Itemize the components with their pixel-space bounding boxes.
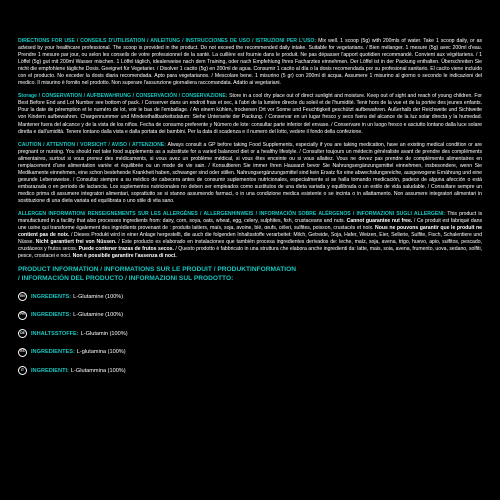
storage-text: Store in a cool dry place out of direct sunlight and moisture. Keep out of sight and reach of young children. For Best Before End and Lot Number see bottom of pack. / Conserver dans un endroit frais et sec, à l'abri de la lumière directe du soleil et de l'humidité. Tenir hors de la vue et de la portée des jeunes enfants. Pour la date de péremption et le numéro de lot, voir le bas de l'emballage. / An einem kühlen, trockenen Ort vor Sonne und Feuchtigkeit geschützt aufbewahren. Außerhalb der Reichweite und Sichtweite von Kindern aufbewahren. Chargennummer und Mindesthaltbarkeitsdatum: Siehe Unterseite der Packung. / Conservar en un lugar fresco y seco fuera del alcance de la luz solar directa y la humedad. Mantener fuera del alcance y de la vista de los niños. Fecha de consumo preferente y Número de lote: consultar parte inferior del envase. / Conservare in un luogo fresco e asciutto lontano dalla luce solare diretta e dall'umidità. Tenere lontano dalla vista e dalla portata dei bambini. Per la data di scadenza e il numero del lotto, vedere il fondo della confezione. xyxy=(18,93,482,135)
allergen-text-de: / Dieses Produkt wird in einer Anlage hergestellt, die auch die folgenden Inhaltsstoffe verarbeitet: Milch, Getreide, Soja, Hafer, Weizen, Eier, Sellerie, Sulfite, Fisch, Schalentiere und Nüsse. xyxy=(18,232,482,246)
directions-section xyxy=(18,38,482,87)
allergen-warning-it: Non è possibile garantire l'assenza di noci. xyxy=(72,253,177,260)
ingredient-row-es xyxy=(18,347,482,357)
allergen-heading: ALLERGEN INFORMATION/ RENSEIGNEMENTS SUR LES ALLERGÈNES / ALLERGENHINWEIS / INFORMACIÓN SOBRE ALÉRGENOS / INFORMAZIONI SUGLI ALLERGENI: xyxy=(18,211,446,218)
ingredient-label: INGREDIENTS: xyxy=(31,312,72,319)
ingredient-label: INGREDIENTI: xyxy=(31,367,69,374)
directions-heading: DIRECTIONS FOR USE / CONSEILS D'UTILISATION / ANLEITUNG / INSTRUCCIONES DE USO / ISTRUZIONI PER L'USO: xyxy=(18,38,317,44)
allergen-text-en: This product is manufactured in a facility that also processes ingredients from: dairy, corn, soya, oats, wheat, egg, celery, sulphites, fish, crustaceans and nuts. xyxy=(18,211,483,225)
caution-heading: CAUTION / ATTENTION / VORSICHT / AVISO / ATTENZIONE: xyxy=(18,141,166,148)
allergen-warning-fr: Nous ne pouvons garantir que le produit ne contient pas de noix. xyxy=(18,225,482,239)
product-info-title xyxy=(18,266,482,283)
product-info-title-line2: / INFORMACIÓN DEL PRODUCTO / INFORMAZIONI SUL PRODOTTO: xyxy=(18,274,234,282)
ingredient-row-fr xyxy=(18,310,482,320)
fr-flag-icon: FR xyxy=(18,311,27,320)
product-info-title-line1: PRODUCT INFORMATION / INFORMATIONS SUR LE PRODUIT / PRODUKTINFORMATION xyxy=(18,266,297,274)
storage-heading: Storage / CONSERVATION / AUFBEWAHRUNG / CONSERVACIÓN / CONSERVAZIONE: xyxy=(18,93,228,100)
es-flag-icon: ES xyxy=(18,348,27,357)
ingredient-value: L-Glutamine (100%) xyxy=(73,293,124,300)
allergen-text-it: / Questo prodotto è fabbricato in una struttura che elabora anche ingredienti da: latte, mais, soia, avena, frumento, uova, sedano, solfiti, pesce, crostacei e noci. xyxy=(18,246,482,260)
caution-text: Always consult a GP before taking Food Supplements, especially if you are taking medication, have an existing medical condition or are pregnant or nursing. You should not take food supplements as a substitute for a varied balanced diet or a healthy lifestyle. / Consulter toujours un médecin généraliste avant de prendre des compléments alimentaires, surtout si vous prenez des médicaments, si vous avez un problème médical, si vous êtes enceinte ou si vous allaitez. Vous ne devez pas prendre de compléments alimentaires en remplacement d'une alimentation variée et équilibrée ou un mode de vie sain. / Konsultieren Sie immer Ihren Hausarzt bevor Sie Nahrungsergänzungsmittel einnehmen, insbesondere, wenn Sie Medikamente einnehmen, eine schon bestehende Krankheit haben, schwanger sind oder stillen. Nahrungsergänzungsmittel sind kein Ersatz für eine abwechslungsreiche, ausgewogene Ernährung und eine gesunde Lebensweise. / Consultar siempre a su médico de cabecera antes de consumir suplementos nutricionales, especialmente si se halla tomando medicación, padece de alguna afección o está embarazada o en periodo de lactancia. Los suplementos nutricionales no deben ser empleados como sustitutos de una dieta variada y equilibrada o un estilo de vida saludable. / Consultare sempre un medico prima di assumere integratori alimentari, soprattutto se si stanno assumendo farmaci, o in una condizione medica esistente o se incinta o in allattamento. Non assumere integratori alimentari in sostituzione di una dieta variata ed equilibrata o uno stile di vita sano. xyxy=(18,141,482,204)
caution-section xyxy=(18,142,482,205)
allergen-section xyxy=(18,211,482,260)
ingredient-row-en xyxy=(18,292,482,302)
ingredient-label: INGREDIENTS: xyxy=(31,293,72,300)
en-flag-icon: EN xyxy=(18,292,27,301)
ingredient-value: L-Glutamin (100%) xyxy=(80,330,128,337)
ingredient-value: L-Glutammina (100%) xyxy=(70,367,126,374)
ingredients-list xyxy=(18,292,482,376)
ingredient-value: L-glutamina (100%) xyxy=(76,349,126,356)
storage-section xyxy=(18,93,482,135)
allergen-text-es: / Este producto es elaborado en instalaciones que también procesa ingredientes derivados de: leche, maíz, soja, avena, trigo, huevo, apio, sulfitos, pescado, crustáceos y frutos secos. xyxy=(18,239,482,253)
allergen-warning-de: Nicht garantiert frei von Nüssen. xyxy=(35,239,117,246)
de-flag-icon: DE xyxy=(18,329,27,338)
directions-text: Mix well. 1 scoop (5g) with 200mls of water. Take 1 scoop daily, or as advised by your healthcare professional. The scoop is provided in the product. Do not exceed the recommended daily intake. Suitable for vegetarians. / Bien mélanger. 1 mesure (5g) avec 200ml d'eau. Prendre 1 mesure par jour, ou selon les conseils de votre professionnel de la santé. La cuillère est fournie dans le produit. Ne pas dépasser l'apport quotidien recommandé. Convient aux végétariens. / 1 Löffel (5g) gut mit 200ml Wasser mischen. 1 Löffel täglich, idealerweise nach dem Training, oder nach Empfehlung Ihres Facharztes einnehmen. Der Löffel ist in der Packung enthalten. Überschreiten Sie nicht die empfohlene tägliche Dosis. Geeignet für Vegetarier. / Disolver 1 cacito (5g) en 200ml de agua. Consumir 1 cacito al día o la dosis recomendada por su profesional sanitario. El cacito viene incluido con el producto. No exceder la dosis diaria recomendada. Apto para vegetarianos. / Mescolare bene. 1 misurino (5 gr) con 200ml di acqua. Assumere 1 misurino al giorno o secondo le indicazioni del medico. Il misurino è fornito nel prodotto. Non superare l'assunzione giornaliera raccomandata. Adatto ai vegetariani. xyxy=(18,38,482,87)
ingredient-label: INHALTSSTOFFE: xyxy=(31,330,79,337)
ingredient-row-de xyxy=(18,329,482,339)
ingredient-row-it xyxy=(18,366,482,376)
ingredient-label: INGREDIENTES: xyxy=(31,349,75,356)
ingredient-value: L-Glutamine (100%) xyxy=(73,312,124,319)
allergen-warning-es: Puede contener trazas de frutos secos. xyxy=(78,246,174,253)
allergen-text-fr: / Ce produit est fabriqué dans une usine qui transforme également des ingrédients provenant de : produits laitiers, maïs, soja, avoine, blé, œufs, céleri, sulfites, poisson, crustacés et noix. xyxy=(18,218,482,232)
it-flag-icon: IT xyxy=(18,366,27,375)
allergen-warning-en: Cannot guarantee nut free. xyxy=(346,218,413,225)
